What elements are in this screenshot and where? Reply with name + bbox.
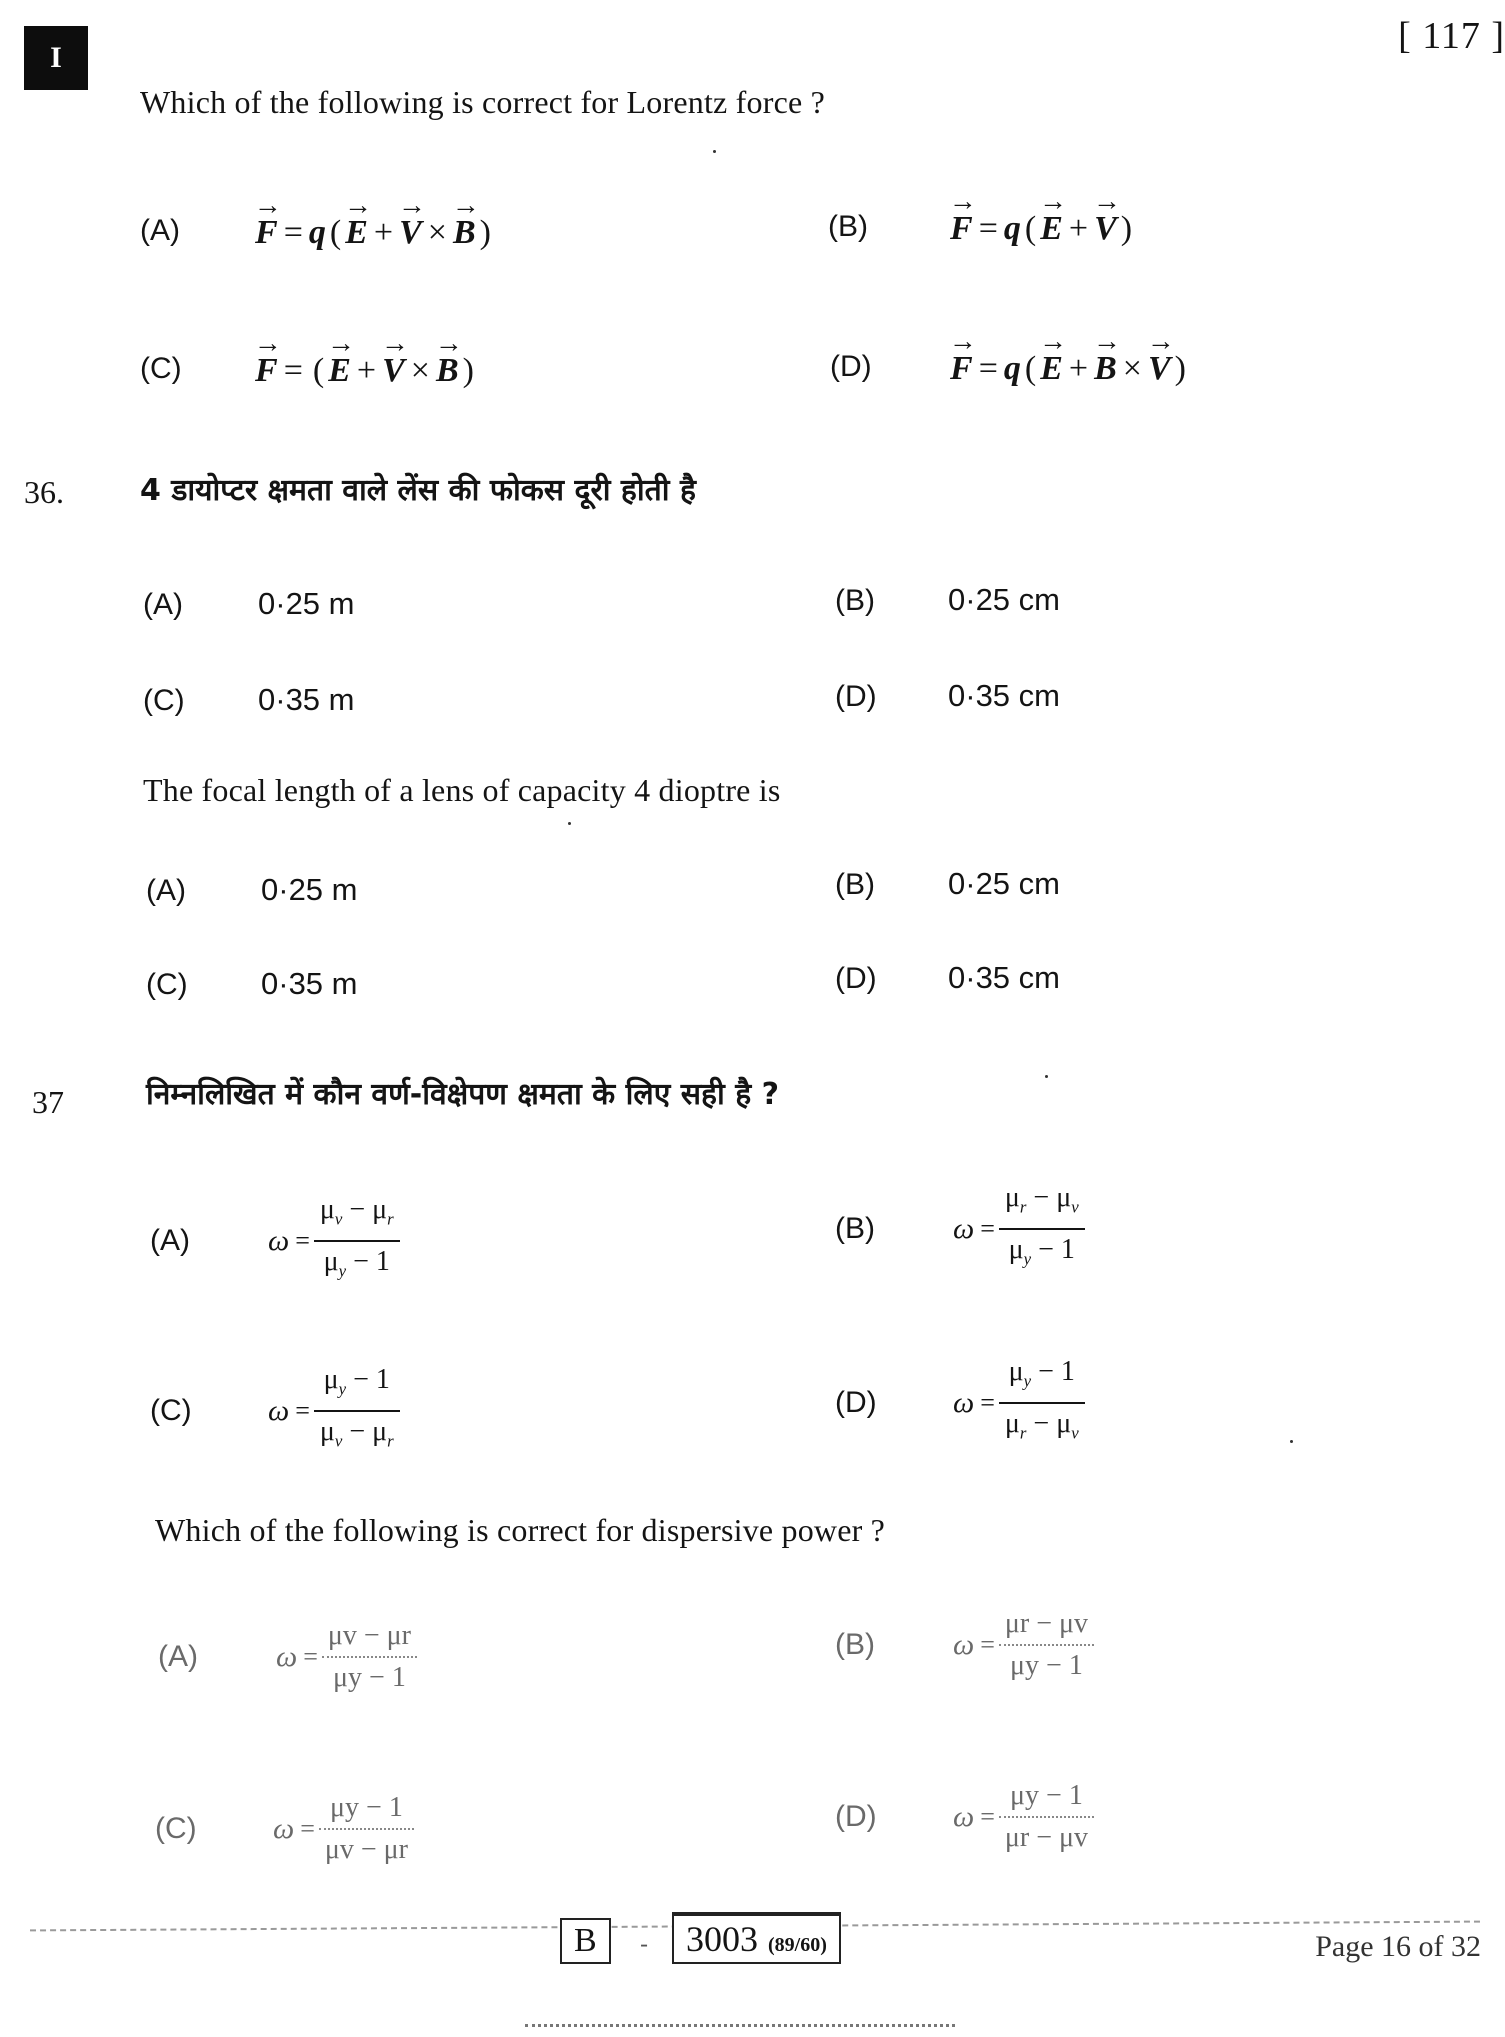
q35-option-a[interactable] bbox=[140, 196, 495, 252]
paper-code: 3003 bbox=[686, 1919, 758, 1959]
section-badge bbox=[24, 26, 88, 90]
omega-symbol: ω bbox=[268, 1393, 290, 1427]
equals-sign: = bbox=[980, 1630, 995, 1659]
option-value: 0·35 cm bbox=[948, 960, 1060, 995]
section-badge-label: I bbox=[50, 41, 62, 74]
option-label: (B) bbox=[835, 584, 875, 617]
option-label: (D) bbox=[835, 1800, 877, 1833]
fraction: $\frac{\mu_r - \mu_v}{\mu_y - 1}$ bbox=[999, 1178, 1085, 1279]
omega-symbol: ω bbox=[953, 1211, 975, 1245]
set-code-box: B bbox=[560, 1918, 611, 1964]
q37-hi-option-b[interactable] bbox=[835, 1178, 1085, 1279]
paper-sub-code: (89/60) bbox=[768, 1934, 827, 1956]
option-value: 0·35 cm bbox=[948, 678, 1060, 713]
page-code: [ 117 ] bbox=[1398, 15, 1505, 57]
option-value: 0·35 m bbox=[258, 682, 355, 717]
option-label: (D) bbox=[835, 680, 877, 713]
omega-symbol: ω bbox=[268, 1223, 290, 1257]
q36-en-option-b[interactable] bbox=[835, 866, 1060, 902]
lorentz-formula-a: → F = q ( → E + → V × → B ) bbox=[255, 196, 495, 252]
q36-en-option-a[interactable] bbox=[146, 872, 357, 908]
fraction: $\frac{\mu_y - 1}{\mu_v - \mu_r}$ bbox=[314, 1360, 400, 1461]
scan-speck bbox=[1045, 1075, 1048, 1078]
q37-question-en: Which of the following is correct for dispersive power ? bbox=[155, 1512, 886, 1548]
option-value: 0·25 m bbox=[261, 872, 358, 907]
omega-symbol: ω bbox=[276, 1640, 298, 1673]
q37-hi-option-d[interactable] bbox=[835, 1352, 1085, 1453]
option-label: (C) bbox=[143, 684, 185, 717]
option-label: (A) bbox=[158, 1640, 198, 1673]
q37-hi-option-a[interactable] bbox=[150, 1190, 400, 1291]
clipped-text-line bbox=[525, 2024, 955, 2037]
omega-symbol: ω bbox=[273, 1812, 295, 1845]
option-label: (B) bbox=[835, 868, 875, 901]
option-label: (C) bbox=[150, 1393, 192, 1427]
option-label: (B) bbox=[835, 1628, 875, 1661]
option-label: (A) bbox=[150, 1223, 190, 1257]
page-number: Page 16 of 32 bbox=[1315, 1930, 1481, 1963]
q37-en-option-a[interactable] bbox=[158, 1616, 417, 1698]
q35-option-d[interactable] bbox=[830, 332, 1190, 388]
footer-separator: - bbox=[640, 1930, 649, 1958]
option-label: (D) bbox=[835, 1385, 877, 1419]
fraction: $\frac{\mu v - \mu r}{\mu y - 1}$ bbox=[322, 1616, 417, 1698]
q36-hi-option-b[interactable] bbox=[835, 582, 1060, 618]
q35-option-c[interactable] bbox=[140, 334, 478, 390]
option-value: 0·25 cm bbox=[948, 866, 1060, 901]
q36-hi-option-d[interactable] bbox=[835, 678, 1060, 714]
option-label: (C) bbox=[140, 352, 182, 385]
option-label: (D) bbox=[835, 962, 877, 995]
q37-question-hi: निम्नलिखित में कौन वर्ण-विक्षेपण क्षमता के लिए सही है ? bbox=[146, 1077, 779, 1112]
option-value: 0·35 m bbox=[261, 966, 358, 1001]
fraction: $\frac{\mu y - 1}{\mu v - \mu r}$ bbox=[319, 1788, 414, 1870]
equals-sign: = bbox=[303, 1642, 318, 1671]
lorentz-formula-d: → F = q ( → E + → B × → V ) bbox=[950, 332, 1190, 388]
q37-en-option-b[interactable] bbox=[835, 1604, 1094, 1686]
q37-en-option-c[interactable] bbox=[155, 1788, 414, 1870]
option-label: (A) bbox=[140, 214, 180, 247]
option-label: (D) bbox=[830, 350, 872, 383]
option-label: (C) bbox=[146, 968, 188, 1001]
scan-speck bbox=[568, 822, 571, 825]
omega-symbol: ω bbox=[953, 1385, 975, 1419]
option-label: (A) bbox=[143, 588, 183, 621]
option-label: (C) bbox=[155, 1812, 197, 1845]
q37-hi-option-c[interactable] bbox=[150, 1360, 400, 1461]
q36-question-en: The focal length of a lens of capacity 4 dioptre is bbox=[143, 772, 781, 808]
fraction: $\frac{\mu r - \mu v}{\mu y - 1}$ bbox=[999, 1604, 1094, 1686]
q35-option-b[interactable] bbox=[828, 192, 1136, 248]
q36-question-hi: 4 डायोप्टर क्षमता वाले लेंस की फोकस दूरी होती है bbox=[140, 473, 696, 508]
equals-sign: = bbox=[980, 1387, 995, 1417]
q37-number: 37 bbox=[32, 1084, 64, 1120]
fraction: $\frac{\mu_v - \mu_r}{\mu_y - 1}$ bbox=[314, 1190, 400, 1291]
q36-en-option-d[interactable] bbox=[835, 960, 1060, 996]
equals-sign: = bbox=[980, 1213, 995, 1243]
q36-hi-option-c[interactable] bbox=[143, 682, 354, 718]
equals-sign: = bbox=[980, 1802, 995, 1831]
equals-sign: = bbox=[295, 1395, 310, 1425]
q37-en-option-d[interactable] bbox=[835, 1776, 1094, 1858]
fraction: $\frac{\mu_y - 1}{\mu_r - \mu_v}$ bbox=[999, 1352, 1085, 1453]
lorentz-formula-c: → F = ( → E + → V × → B ) bbox=[255, 334, 478, 390]
omega-symbol: ω bbox=[953, 1628, 975, 1661]
q36-hi-option-a[interactable] bbox=[143, 586, 354, 622]
q35-question-en: Which of the following is correct for Lorentz force ? bbox=[140, 84, 825, 120]
option-value: 0·25 m bbox=[258, 586, 355, 621]
scan-speck bbox=[713, 150, 716, 153]
option-label: (A) bbox=[146, 874, 186, 907]
q36-number: 36. bbox=[24, 474, 64, 510]
omega-symbol: ω bbox=[953, 1800, 975, 1833]
paper-code-box bbox=[672, 1912, 841, 1964]
lorentz-formula-b: → F = q ( → E + → V ) bbox=[950, 192, 1136, 248]
option-label: (B) bbox=[835, 1211, 875, 1245]
option-label: (B) bbox=[828, 210, 868, 243]
option-value: 0·25 cm bbox=[948, 582, 1060, 617]
equals-sign: = bbox=[300, 1814, 315, 1843]
scan-speck bbox=[1290, 1440, 1293, 1443]
q36-en-option-c[interactable] bbox=[146, 966, 357, 1002]
equals-sign: = bbox=[295, 1225, 310, 1255]
fraction: $\frac{\mu y - 1}{\mu r - \mu v}$ bbox=[999, 1776, 1094, 1858]
